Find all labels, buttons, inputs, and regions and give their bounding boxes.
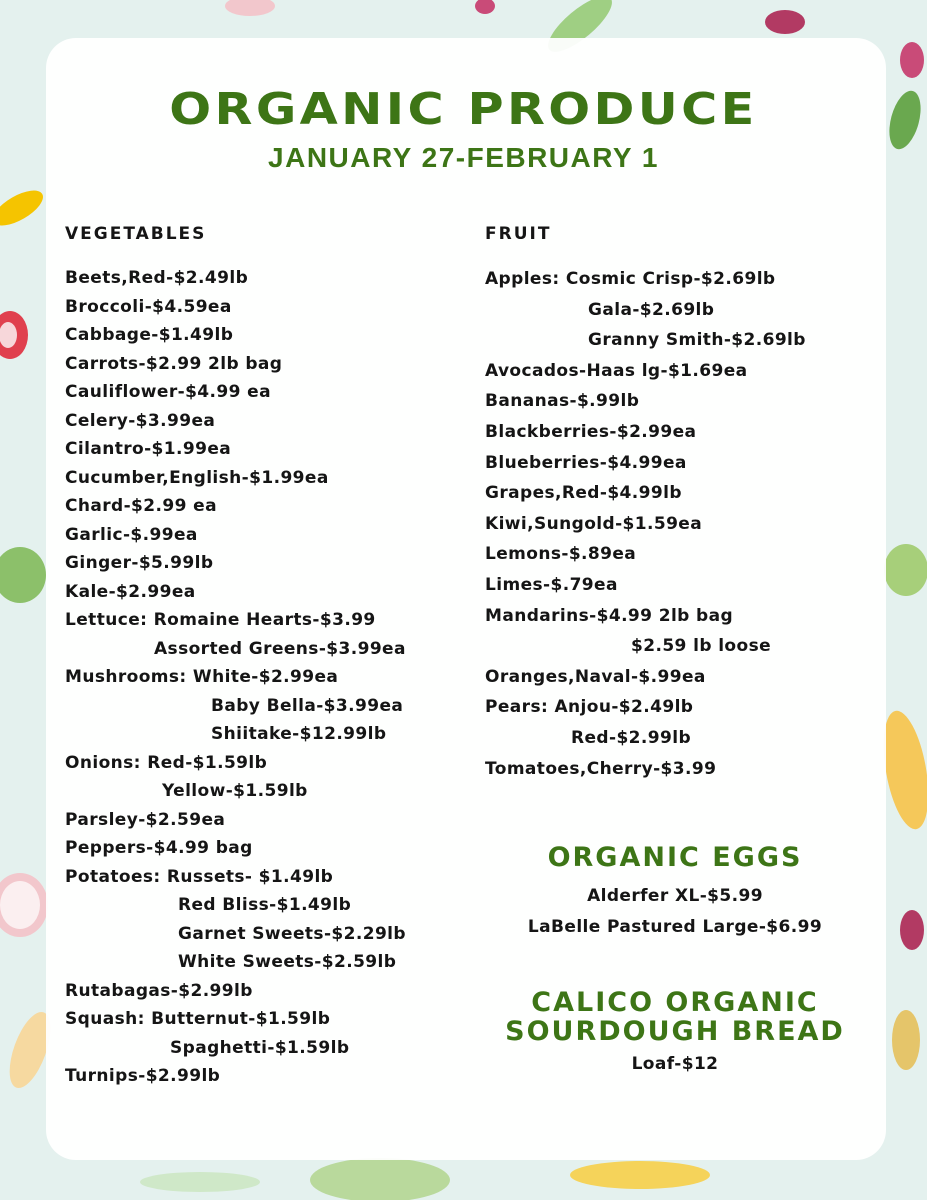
- veg-item: Cabbage-$1.49lb: [65, 325, 234, 345]
- fruit-item: Pears: Anjou-$2.49lb: [485, 697, 694, 718]
- fruit-item: Tomatoes,Cherry-$3.99: [485, 758, 717, 779]
- fruit-item: Blueberries-$4.99ea: [485, 452, 687, 473]
- veg-item: Carrots-$2.99 2lb bag: [65, 353, 283, 374]
- bread-item: Loaf-$12: [631, 1054, 719, 1074]
- veg-item: Turnips-$2.99lb: [65, 1066, 221, 1086]
- veg-item: Assorted Greens-$3.99ea: [154, 638, 406, 659]
- date-range: JANUARY 27-FEBRUARY 1: [268, 142, 659, 173]
- fruit-item: Red-$2.99lb: [571, 727, 692, 748]
- fruit-item: Oranges,Naval-$.99ea: [485, 666, 706, 687]
- veg-item: Cilantro-$1.99ea: [65, 439, 232, 459]
- veg-item: Mushrooms: White-$2.99ea: [65, 667, 339, 687]
- fruit-item: $2.59 lb loose: [631, 636, 772, 657]
- veg-item: Baby Bella-$3.99ea: [211, 695, 404, 716]
- fruit-item: Gala-$2.69lb: [588, 299, 715, 320]
- veg-item: Red Bliss-$1.49lb: [178, 895, 352, 915]
- veg-item: White Sweets-$2.59lb: [178, 952, 397, 972]
- fruit-item: Bananas-$.99lb: [485, 391, 640, 412]
- vegetables-list: [65, 264, 406, 1091]
- fruit-column: [485, 224, 806, 784]
- veg-item: Peppers-$4.99 bag: [65, 838, 253, 858]
- veg-item: Garlic-$.99ea: [65, 524, 198, 545]
- fruit-item: Lemons-$.89ea: [485, 544, 637, 565]
- veg-item: Broccoli-$4.59ea: [65, 296, 232, 317]
- bread-heading-line1: CALICO ORGANIC: [531, 987, 819, 1018]
- veg-item: Potatoes: Russets- $1.49lb: [65, 866, 334, 887]
- veg-item: Garnet Sweets-$2.29lb: [178, 923, 406, 944]
- veg-item: Squash: Butternut-$1.59lb: [65, 1009, 331, 1029]
- veg-item: Parsley-$2.59ea: [65, 809, 226, 830]
- fruit-item: Limes-$.79ea: [485, 574, 618, 595]
- veg-item: Onions: Red-$1.59lb: [65, 752, 268, 773]
- veg-item: Cucumber,English-$1.99ea: [65, 467, 329, 488]
- fruit-item: Kiwi,Sungold-$1.59ea: [485, 513, 703, 534]
- fruit-item: Granny Smith-$2.69lb: [588, 330, 806, 351]
- veg-item: Spaghetti-$1.59lb: [170, 1037, 350, 1058]
- fruit-list: [485, 264, 806, 784]
- fruit-heading: FRUIT: [485, 224, 552, 244]
- veg-item: Celery-$3.99ea: [65, 410, 216, 431]
- fruit-item: Apples: Cosmic Crisp-$2.69lb: [485, 269, 776, 289]
- fruit-item: Grapes,Red-$4.99lb: [485, 483, 682, 504]
- bread-heading-line2: SOURDOUGH BREAD: [505, 1016, 845, 1047]
- veg-item: Yellow-$1.59lb: [162, 781, 308, 801]
- veg-item: Beets,Red-$2.49lb: [65, 268, 249, 288]
- fruit-item: Mandarins-$4.99 2lb bag: [485, 605, 734, 626]
- page-title: ORGANIC PRODUCE: [169, 84, 758, 135]
- eggs-heading: ORGANIC EGGS: [547, 842, 803, 873]
- vegetables-column: [65, 224, 406, 1091]
- veg-item: Shiitake-$12.99lb: [211, 724, 387, 744]
- veg-item: Ginger-$5.99lb: [65, 553, 214, 573]
- veg-item: Cauliflower-$4.99 ea: [65, 382, 271, 402]
- fruit-item: Blackberries-$2.99ea: [485, 421, 697, 442]
- veg-item: Rutabagas-$2.99lb: [65, 980, 253, 1001]
- fruit-item: Avocados-Haas lg-$1.69ea: [485, 360, 748, 381]
- eggs-item: LaBelle Pastured Large-$6.99: [527, 917, 823, 937]
- veg-item: Chard-$2.99 ea: [65, 496, 217, 516]
- veg-item: Lettuce: Romaine Hearts-$3.99: [65, 610, 376, 630]
- veg-item: Kale-$2.99ea: [65, 581, 196, 602]
- vegetables-heading: VEGETABLES: [65, 224, 207, 244]
- eggs-item: Alderfer XL-$5.99: [587, 886, 763, 906]
